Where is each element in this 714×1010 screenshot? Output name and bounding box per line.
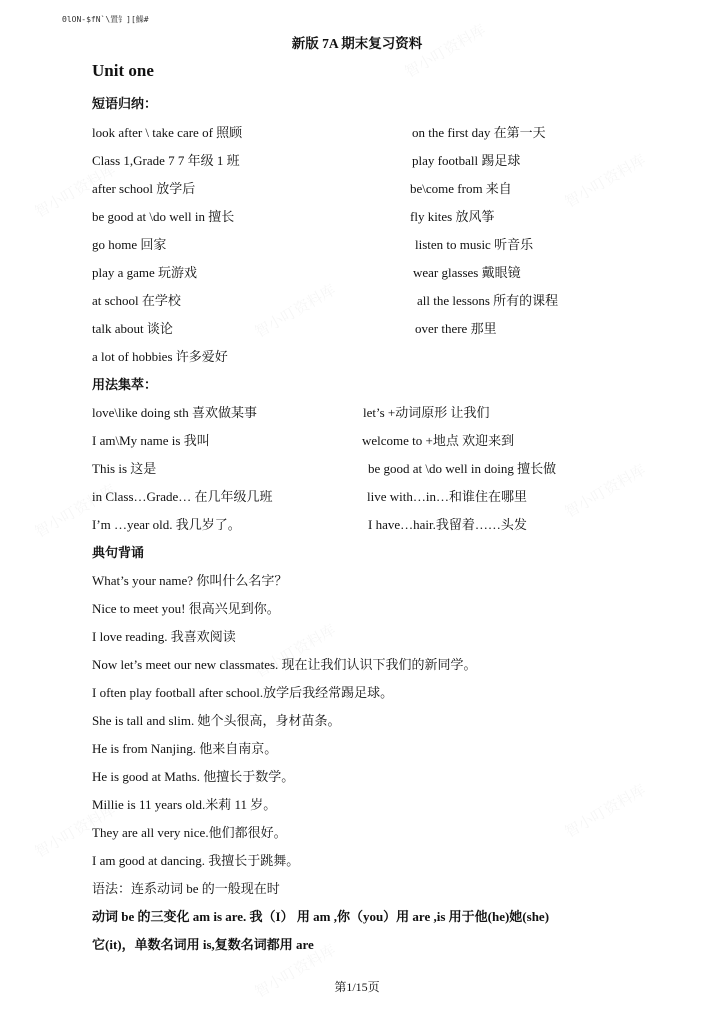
watermark-4 — [251, 279, 339, 342]
phrase-right-7: all the lessons 所有的课程 — [417, 293, 559, 308]
phrase-right-2: play football 踢足球 — [412, 153, 521, 168]
usage-right-2: welcome to +地点 欢迎来到 — [362, 433, 515, 448]
phrase-right-4: fly kites 放风筝 — [410, 209, 495, 224]
sentence-4: Now let’s meet our new classmates. 现在让我们认识下我们的新同学。 — [92, 657, 477, 672]
phrase-right-1: on the first day 在第一天 — [412, 125, 546, 140]
phrase-left-6: play a game 玩游戏 — [92, 265, 198, 280]
header-garbled-text: ΘlON-$fN`\置钅][鱢# — [62, 15, 149, 24]
watermark-3 — [561, 149, 649, 212]
usage-left-5: I’m …year old. 我几岁了。 — [92, 517, 241, 532]
usages-heading: 用法集萃： — [92, 377, 158, 392]
phrase-left-3: after school 放学后 — [92, 181, 196, 196]
grammar-line-2: 动词 be 的三变化 am is are. 我（I） 用 am ,你（you）用 are ,is 用于他(he)她(she) — [92, 909, 550, 924]
phrase-left-8: talk about 谈论 — [92, 321, 173, 336]
sentences-heading: 典句背诵 — [92, 545, 145, 560]
phrase-right-3: be\come from 来自 — [410, 181, 512, 196]
page-number: 第1/15页 — [334, 980, 380, 994]
sentence-10: They are all very nice.他们都很好。 — [92, 825, 287, 840]
usage-left-1: love\like doing sth 喜欢做某事 — [92, 405, 258, 420]
usage-left-2: I am\My name is 我叫 — [92, 433, 210, 448]
phrase-right-5: listen to music 听音乐 — [415, 237, 534, 252]
phrase-right-6: wear glasses 戴眼镜 — [413, 265, 521, 280]
usage-right-3: be good at \do well in doing 擅长做 — [368, 461, 557, 476]
usage-left-4: in Class…Grade… 在几年级几班 — [92, 489, 273, 504]
phrase-left-1: look after \ take care of 照顾 — [92, 125, 243, 140]
phrases-heading: 短语归纳： — [92, 96, 158, 111]
phrase-left-2: Class 1,Grade 7 7 年级 1 班 — [92, 153, 240, 168]
phrase-right-8: over there 那里 — [415, 321, 497, 336]
phrase-left-5: go home 回家 — [92, 237, 167, 252]
sentence-7: He is from Nanjing. 他来自南京。 — [92, 741, 278, 756]
usage-right-5: I have…hair.我留着……头发 — [368, 517, 527, 532]
sentence-2: Nice to meet you! 很高兴见到你。 — [92, 601, 280, 616]
sentence-1: What’s your name? 你叫什么名字？ — [92, 573, 288, 588]
sentence-11: I am good at dancing. 我擅长于跳舞。 — [92, 853, 300, 868]
sentence-9: Millie is 11 years old.米莉 11 岁。 — [92, 797, 277, 812]
sentence-6: She is tall and slim. 她个头很高，身材苗条。 — [92, 713, 341, 728]
grammar-line-1: 语法：连系动词 be 的一般现在时 — [92, 881, 280, 896]
unit-title: Unit one — [92, 61, 154, 80]
phrase-left-4: be good at \do well in 擅长 — [92, 209, 235, 224]
document-title: 新版 7A 期末复习资料 — [291, 36, 423, 51]
usage-right-4: live with…in…和谁住在哪里 — [367, 489, 527, 504]
usage-right-1: let’s +动词原形 让我们 — [363, 405, 490, 420]
usage-left-3: This is 这是 — [92, 461, 157, 476]
sentence-3: I love reading. 我喜欢阅读 — [92, 629, 236, 644]
sentence-8: He is good at Maths. 他擅长于数学。 — [92, 769, 295, 784]
watermark-9 — [561, 779, 649, 842]
watermark-6 — [561, 459, 649, 522]
phrase-left-9: a lot of hobbies 许多爱好 — [92, 349, 228, 364]
sentence-5: I often play football after school.放学后我经常踢足球。 — [92, 685, 394, 700]
phrase-left-7: at school 在学校 — [92, 293, 181, 308]
grammar-line-3: 它(it)，单数名词用 is,复数名词都用 are — [92, 937, 314, 952]
